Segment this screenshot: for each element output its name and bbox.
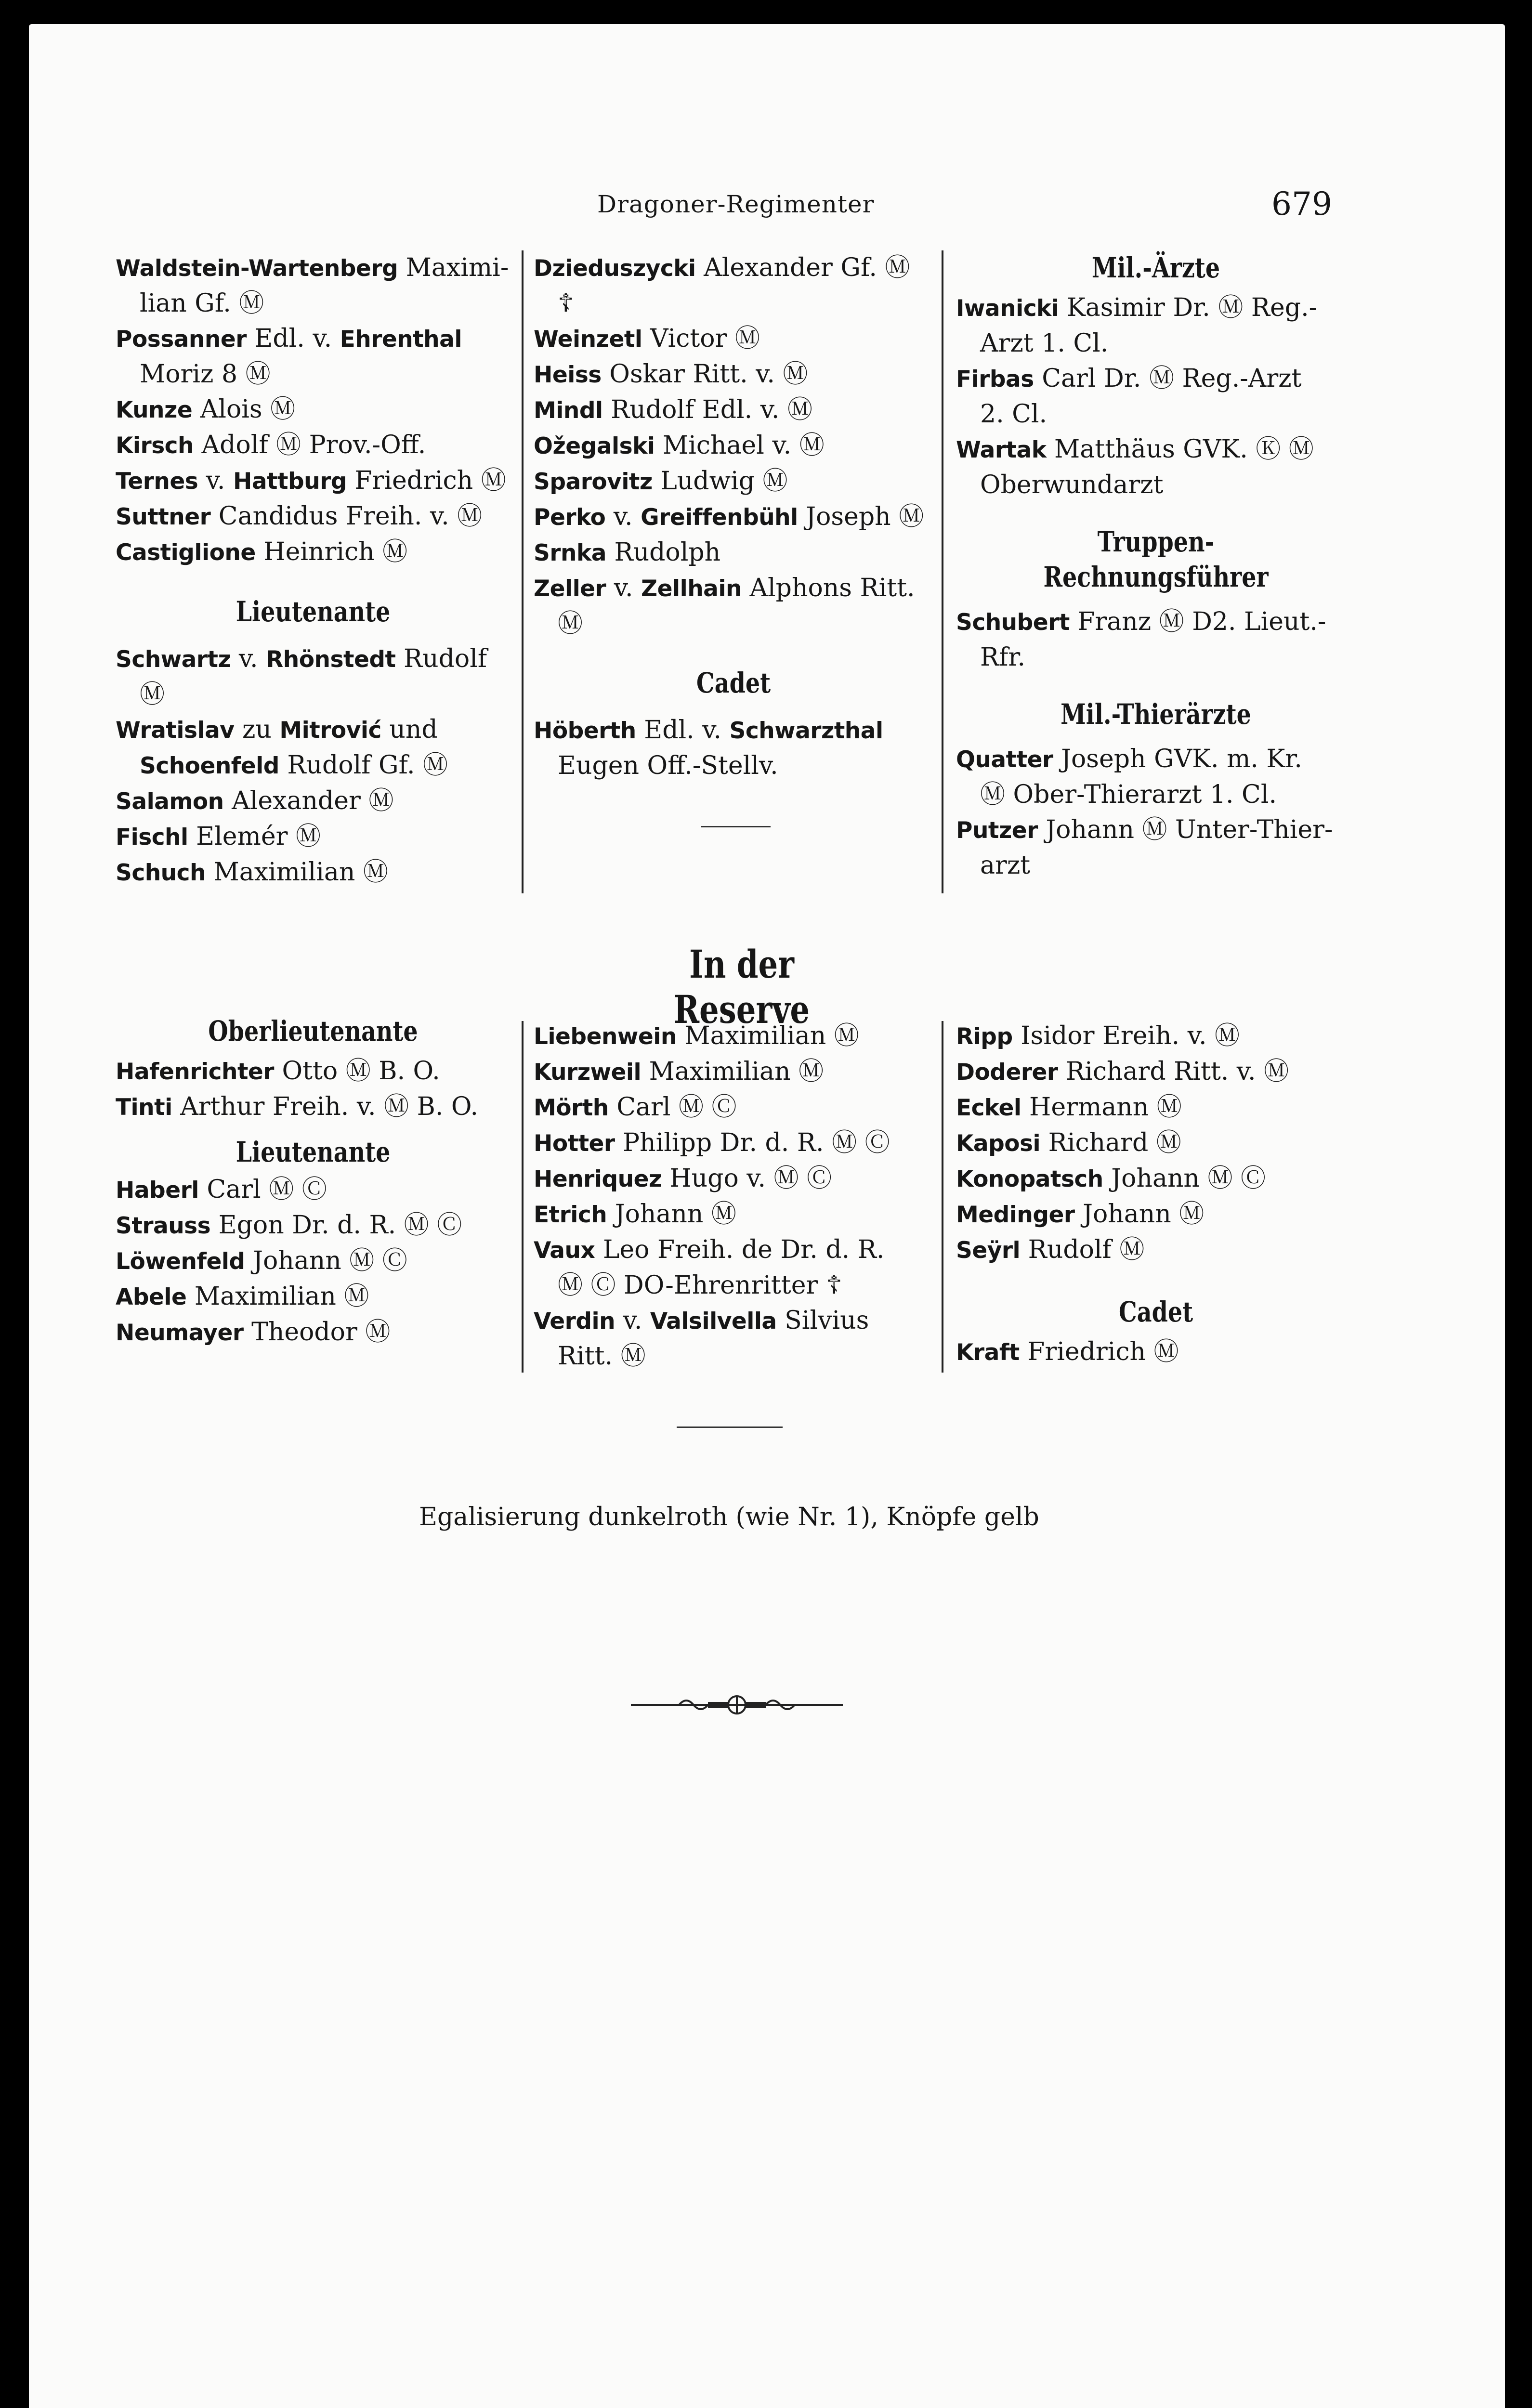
entry-surname: Salamon [116, 788, 224, 815]
roster-entry [116, 535, 511, 570]
entry-continuation [116, 286, 511, 321]
section-heading: Mil.-Ärzte [1091, 251, 1220, 284]
roster-entry [116, 1243, 511, 1279]
roster-entry [956, 1197, 1356, 1232]
entry-detail: Maximi- [398, 253, 509, 282]
roster-entry [956, 1054, 1356, 1090]
entry-surname: Wratislav [116, 717, 235, 744]
entry-detail: Leo Freih. de Dr. d. R. [595, 1235, 885, 1264]
roster-entry [534, 1303, 933, 1374]
entry-surname: Zeller [534, 576, 606, 602]
entry-detail: v. [605, 502, 641, 531]
entry-surname: Kirsch [116, 432, 194, 459]
entry-surname: Kurzweil [534, 1059, 642, 1086]
section-heading: Lieutenante [236, 595, 391, 628]
entry-surname: Schubert [956, 609, 1070, 636]
entry-detail: Rudolf [395, 644, 487, 673]
entry-continuation-text: Ⓜ [140, 680, 165, 709]
entry-surname: Quatter [956, 746, 1053, 773]
reserve-title: In der Reserve [673, 942, 810, 1032]
entry-continuation-text: Rudolf Gf. Ⓜ [279, 751, 448, 780]
entry-continuation-text: Oberwundarzt [980, 471, 1164, 499]
entry-surname: Konopatsch [956, 1166, 1103, 1192]
entry-continuation-text: lian Gf. Ⓜ [140, 289, 264, 318]
entry-surname: Waldstein-Wartenberg [116, 255, 398, 282]
entry-detail: zu [234, 715, 280, 744]
roster-entry [534, 535, 933, 571]
entry-continuation [956, 777, 1356, 812]
entry-detail: v. [615, 1306, 650, 1335]
roster-entry [534, 1232, 933, 1303]
entry-detail: Kasimir Dr. Ⓜ Reg.- [1059, 293, 1318, 322]
footer-note: Egalisierung dunkelroth (wie Nr. 1), Knöpfe gelb [419, 1503, 1039, 1531]
entry-detail: Theodor Ⓜ [243, 1318, 391, 1347]
entry-detail: Joseph GVK. m. Kr. [1053, 745, 1302, 773]
entry-surname: Possanner [116, 326, 247, 353]
entry-predicate-name: Schwarzthal [729, 718, 883, 744]
entry-continuation [956, 468, 1356, 503]
roster-entry [116, 641, 511, 712]
entry-predicate-name: Greiffenbühl [641, 504, 798, 531]
entry-detail: Heinrich Ⓜ [255, 537, 408, 566]
entry-detail: Johann Ⓜ Ⓒ [1103, 1164, 1266, 1193]
entry-surname: Sparovitz [534, 469, 653, 495]
entry-continuation [956, 397, 1356, 432]
entry-surname: Castiglione [116, 539, 256, 566]
entry-surname: Höberth [534, 718, 636, 744]
roster-entry [116, 428, 511, 463]
top-column-2 [534, 250, 933, 784]
entry-surname: Weinzetl [534, 326, 642, 353]
roster-entry [116, 712, 511, 784]
top-column-1 [116, 250, 511, 890]
entry-detail: Friedrich Ⓜ [1019, 1337, 1179, 1366]
entry-detail: Richard Ritt. v. Ⓜ [1058, 1057, 1289, 1086]
roster-entry [534, 1090, 933, 1125]
entry-continuation [956, 326, 1356, 361]
entry-continuation [534, 286, 933, 321]
roster-entry [956, 812, 1356, 883]
entry-surname: Eckel [956, 1095, 1021, 1121]
entry-continuation [534, 1339, 933, 1374]
entry-detail: Philipp Dr. d. R. Ⓜ Ⓒ [615, 1128, 890, 1157]
section-heading: Oberlieutenante [208, 1015, 418, 1047]
roster-entry [534, 571, 933, 641]
entry-detail: Carl Ⓜ Ⓒ [198, 1175, 327, 1204]
entry-surname: Putzer [956, 817, 1038, 844]
short-rule [677, 1426, 783, 1428]
entry-surname: Hafenrichter [116, 1059, 274, 1085]
roster-entry [116, 250, 511, 321]
entry-surname: Schwartz [116, 646, 231, 673]
roster-entry [956, 361, 1356, 432]
entry-surname: Haberl [116, 1177, 199, 1204]
roster-entry [534, 428, 933, 464]
roster-entry [116, 321, 511, 392]
entry-detail: Friedrich Ⓜ [346, 466, 506, 495]
entry-detail: Rudolph [606, 538, 721, 567]
entry-surname: Liebenwein [534, 1023, 677, 1050]
entry-surname: Hotter [534, 1130, 615, 1157]
roster-entry [116, 1315, 511, 1350]
roster-entry [956, 604, 1356, 675]
entry-detail: Edl. v. [246, 324, 340, 353]
ornament-divider-icon [631, 1690, 843, 1719]
entry-detail: Franz Ⓜ D2. Lieut.- [1069, 607, 1326, 636]
entry-surname: Wartak [956, 437, 1047, 463]
entry-continuation-text: Ritt. Ⓜ [558, 1342, 646, 1371]
entry-continuation [116, 677, 511, 712]
entry-predicate-name: Schoenfeld [140, 753, 279, 779]
entry-surname: Mörth [534, 1095, 609, 1121]
entry-surname: Fischl [116, 824, 188, 851]
entry-detail: Hugo v. Ⓜ Ⓒ [661, 1164, 832, 1193]
entry-surname: Verdin [534, 1308, 615, 1335]
entry-continuation [534, 748, 933, 784]
roster-entry [956, 432, 1356, 503]
roster-entry [956, 1335, 1356, 1370]
entry-detail: Richard Ⓜ [1040, 1128, 1181, 1157]
entry-detail: v. [198, 466, 233, 495]
entry-predicate-name: Zellhain [641, 576, 742, 602]
entry-surname: Etrich [534, 1202, 607, 1228]
entry-continuation-text: Ⓜ Ⓒ DO-Ehrenritter ☦ [558, 1271, 842, 1300]
entry-surname: Ripp [956, 1023, 1013, 1050]
entry-surname: Schuch [116, 860, 206, 886]
entry-detail: Oskar Ritt. v. Ⓜ [601, 360, 808, 389]
roster-entry [956, 1125, 1356, 1161]
roster-entry [534, 321, 933, 357]
entry-detail: Michael v. Ⓜ [655, 431, 825, 460]
entry-detail: Isidor Ereih. v. Ⓜ [1012, 1021, 1240, 1050]
entry-surname: Iwanicki [956, 295, 1059, 322]
section-heading: Cadet [696, 667, 771, 699]
short-rule [701, 826, 771, 827]
entry-detail: Silvius [776, 1306, 869, 1335]
entry-surname: Neumayer [116, 1320, 244, 1346]
entry-surname: Strauss [116, 1213, 211, 1239]
roster-entry [956, 1161, 1356, 1197]
roster-entry [956, 742, 1356, 812]
entry-continuation-text: Eugen Off.-Stellv. [558, 751, 778, 780]
entry-detail: Elemér Ⓜ [188, 822, 321, 851]
roster-entry [534, 1197, 933, 1232]
entry-continuation-text: 2. Cl. [980, 400, 1048, 429]
roster-entry [534, 713, 933, 784]
roster-entry [116, 819, 511, 855]
section-heading: Lieutenante [236, 1136, 391, 1168]
entry-surname: Medinger [956, 1202, 1075, 1228]
entry-continuation-text: ☦ [558, 289, 574, 318]
top-column-3 [956, 250, 1356, 883]
entry-continuation-text: Rfr. [980, 643, 1026, 672]
entry-detail: Edl. v. [636, 716, 730, 745]
entry-surname: Perko [534, 504, 606, 531]
entry-detail: Maximilian Ⓜ [205, 858, 388, 887]
reserve-column-2 [534, 1019, 933, 1374]
reserve-column-1 [116, 1014, 511, 1350]
page-header [0, 185, 1532, 224]
roster-entry [116, 1279, 511, 1315]
entry-detail: v. [606, 574, 642, 602]
entry-surname: Vaux [534, 1237, 595, 1264]
roster-entry [534, 1019, 933, 1054]
entry-detail: Johann Ⓜ [1074, 1200, 1205, 1229]
entry-continuation-text: arzt [980, 851, 1031, 880]
entry-surname: Doderer [956, 1059, 1058, 1086]
entry-continuation-text: Ⓜ Ober-Thierarzt 1. Cl. [980, 780, 1277, 809]
roster-entry [534, 393, 933, 428]
entry-surname: Firbas [956, 366, 1034, 393]
entry-detail: Maximilian Ⓜ [641, 1057, 824, 1086]
page-number: 679 [1271, 185, 1332, 222]
roster-entry [116, 855, 511, 890]
entry-detail: Victor Ⓜ [642, 324, 760, 353]
entry-surname: Kaposi [956, 1130, 1041, 1157]
roster-entry [534, 464, 933, 499]
entry-detail: Joseph Ⓜ [798, 502, 924, 531]
roster-entry [534, 499, 933, 535]
entry-surname: Mindl [534, 397, 603, 424]
entry-continuation [534, 606, 933, 641]
entry-continuation [116, 748, 511, 784]
roster-entry [116, 499, 511, 535]
roster-entry [116, 1089, 511, 1125]
entry-surname: Löwenfeld [116, 1248, 245, 1275]
roster-entry [116, 463, 511, 499]
entry-predicate-name: Hattburg [233, 468, 347, 495]
entry-continuation [534, 1268, 933, 1303]
entry-continuation-text: Moriz 8 Ⓜ [140, 360, 271, 389]
roster-entry [956, 1232, 1356, 1268]
roster-entry [534, 250, 933, 321]
roster-entry [534, 1125, 933, 1161]
entry-detail: Maximilian Ⓜ [186, 1282, 369, 1311]
entry-detail: Arthur Freih. v. Ⓜ B. O. [172, 1092, 478, 1121]
roster-entry [534, 1161, 933, 1197]
entry-surname: Abele [116, 1284, 187, 1310]
entry-detail: Hermann Ⓜ [1021, 1093, 1182, 1122]
column-divider [942, 250, 943, 893]
entry-detail: Maximilian Ⓜ [676, 1021, 859, 1050]
roster-entry [116, 784, 511, 819]
roster-entry [956, 1019, 1356, 1054]
entry-detail: Carl Ⓜ Ⓒ [608, 1093, 737, 1122]
entry-detail: und [381, 715, 438, 744]
entry-continuation [956, 640, 1356, 675]
roster-entry [116, 1208, 511, 1243]
entry-surname: Tinti [116, 1094, 172, 1121]
entry-detail: Alexander Ⓜ [223, 786, 394, 815]
entry-surname: Ternes [116, 468, 198, 495]
column-divider [522, 250, 524, 893]
column-divider [942, 1021, 943, 1373]
entry-detail: Carl Dr. Ⓜ Reg.-Arzt [1034, 364, 1302, 393]
entry-detail: Otto Ⓜ B. O. [274, 1057, 440, 1086]
roster-entry [956, 1090, 1356, 1125]
entry-predicate-name: Ehrenthal [340, 326, 462, 353]
section-heading: Mil.-Thierärzte [1061, 698, 1251, 731]
section-heading: Cadet [1118, 1296, 1193, 1328]
entry-predicate-name: Valsilvella [650, 1308, 777, 1335]
entry-detail: Ludwig Ⓜ [652, 467, 788, 496]
entry-detail: Alois Ⓜ [192, 395, 296, 424]
roster-entry [116, 392, 511, 428]
entry-continuation-text: Arzt 1. Cl. [980, 329, 1109, 358]
reserve-column-3 [956, 1019, 1356, 1370]
entry-continuation [956, 848, 1356, 883]
entry-surname: Ožegalski [534, 433, 655, 459]
running-title: Dragoner-Regimenter [597, 190, 875, 218]
entry-detail: Egon Dr. d. R. Ⓜ Ⓒ [210, 1211, 462, 1240]
roster-entry [534, 1054, 933, 1090]
entry-detail: Johann Ⓜ [607, 1200, 736, 1229]
entry-detail: Alexander Gf. Ⓜ [695, 253, 910, 282]
entry-surname: Henriquez [534, 1166, 662, 1192]
entry-surname: Suttner [116, 504, 211, 530]
entry-detail: Rudolf Ⓜ [1020, 1235, 1145, 1264]
entry-surname: Heiss [534, 362, 602, 388]
entry-predicate-name: Mitrović [279, 717, 381, 744]
entry-detail: Rudolf Edl. v. Ⓜ [602, 395, 812, 424]
entry-detail: Johann Ⓜ Unter-Thier- [1037, 815, 1333, 844]
roster-entry [116, 1172, 511, 1208]
entry-surname: Seÿrl [956, 1237, 1021, 1264]
entry-detail: Johann Ⓜ Ⓒ [245, 1246, 407, 1275]
entry-detail: Alphons Ritt. [741, 574, 915, 602]
entry-surname: Kraft [956, 1339, 1020, 1366]
entry-surname: Srnka [534, 540, 606, 566]
entry-continuation [116, 357, 511, 392]
entry-continuation-text: Ⓜ [558, 609, 583, 638]
entry-detail: v. [231, 644, 266, 673]
section-heading: Truppen-Rechnungsführer [1043, 525, 1269, 593]
entry-predicate-name: Rhönstedt [266, 646, 396, 673]
entry-detail: Candidus Freih. v. Ⓜ [210, 502, 483, 531]
entry-detail: Matthäus GVK. Ⓚ Ⓜ [1046, 435, 1314, 464]
entry-surname: Kunze [116, 397, 193, 423]
roster-entry [116, 1054, 511, 1089]
entry-detail: Adolf Ⓜ Prov.-Off. [194, 431, 426, 459]
roster-entry [534, 357, 933, 393]
roster-entry [956, 290, 1356, 361]
entry-surname: Dzieduszycki [534, 255, 696, 282]
column-divider [522, 1021, 524, 1373]
